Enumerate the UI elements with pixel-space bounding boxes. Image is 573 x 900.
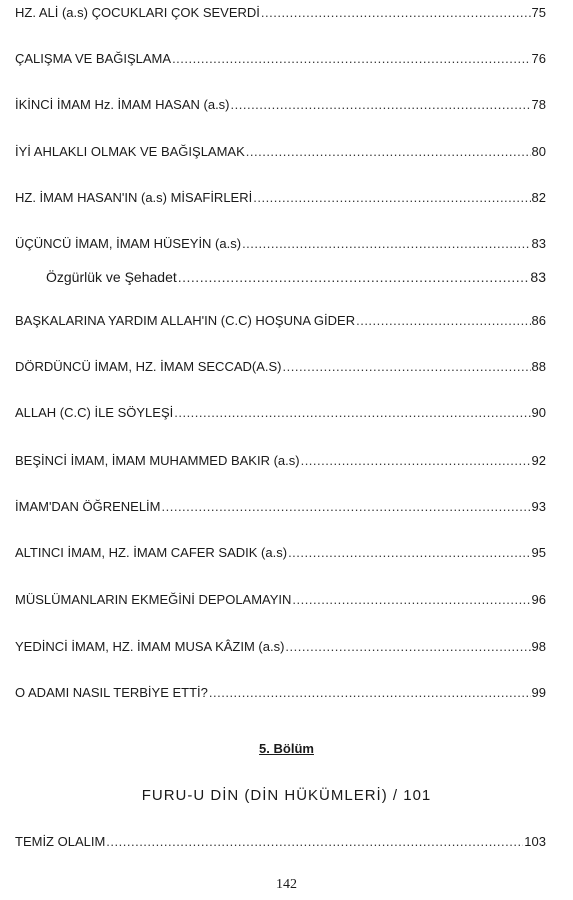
toc-entry <box>15 499 546 515</box>
toc-entry-title: TEMİZ OLALIM <box>15 834 106 849</box>
toc-entry-page: 103 <box>524 834 546 849</box>
toc-leader-dots <box>178 269 530 285</box>
toc-leader-dots <box>242 236 530 252</box>
toc-entry-page: 98 <box>531 639 546 654</box>
toc-entry-title: ÜÇÜNCÜ İMAM, İMAM HÜSEYİN (a.s) <box>15 236 242 251</box>
toc-entry <box>15 313 546 329</box>
toc-leader-dots <box>356 313 530 329</box>
toc-leader-dots <box>231 97 531 113</box>
toc-entry-page: 80 <box>531 144 546 159</box>
toc-leader-dots <box>209 685 531 701</box>
toc-entry-page: 95 <box>531 545 546 560</box>
toc-leader-dots <box>172 51 530 67</box>
toc-entry <box>15 359 546 375</box>
toc-entry <box>15 545 546 561</box>
toc-entry <box>15 51 546 67</box>
page-number: 142 <box>276 877 297 892</box>
toc-entry-title: BAŞKALARINA YARDIM ALLAH'IN (C.C) HOŞUNA GİDER <box>15 313 356 328</box>
toc-subentry <box>46 269 546 285</box>
toc-entry-page: 76 <box>531 51 546 66</box>
toc-entry <box>15 453 546 469</box>
toc-leader-dots <box>253 190 530 206</box>
toc-entry-title: Özgürlük ve Şehadet <box>46 269 177 285</box>
toc-entry-title: HZ. ALİ (a.s) ÇOCUKLARI ÇOK SEVERDİ <box>15 5 260 20</box>
toc-entry <box>15 97 546 113</box>
toc-entry-page: 93 <box>531 499 546 514</box>
toc-entry-title: İKİNCİ İMAM Hz. İMAM HASAN (a.s) <box>15 97 230 112</box>
toc-entry <box>15 144 546 160</box>
toc-entry-title: İYİ AHLAKLI OLMAK VE BAĞIŞLAMAK <box>15 144 245 159</box>
toc-entry-page: 83 <box>531 236 546 251</box>
toc-leader-dots <box>106 834 523 850</box>
toc-entry-page: 78 <box>531 97 546 112</box>
toc-entry <box>15 236 546 252</box>
toc-entry <box>15 592 546 608</box>
toc-entry-title: MÜSLÜMANLARIN EKMEĞİNİ DEPOLAMAYIN <box>15 592 292 607</box>
toc-leader-dots <box>292 592 530 608</box>
toc-entry <box>15 405 546 421</box>
toc-entry-title: ALTINCI İMAM, HZ. İMAM CAFER SADIK (a.s) <box>15 545 288 560</box>
toc-entry-page: 99 <box>531 685 546 700</box>
toc-entry-page: 90 <box>531 405 546 420</box>
toc-entry-page: 86 <box>531 313 546 328</box>
toc-entry-title: ALLAH (C.C) İLE SÖYLEŞİ <box>15 405 174 420</box>
toc-entry <box>15 639 546 655</box>
toc-entry-page: 96 <box>531 592 546 607</box>
toc-leader-dots <box>285 639 530 655</box>
toc-entry-title: İMAM'DAN ÖĞRENELİM <box>15 499 161 514</box>
toc-leader-dots <box>162 499 531 515</box>
toc-leader-dots <box>283 359 531 375</box>
toc-leader-dots <box>301 453 531 469</box>
toc-entry-page: 83 <box>530 269 546 285</box>
toc-entry <box>15 685 546 701</box>
section-heading: 5. Bölüm <box>259 741 314 756</box>
toc-entry-page: 88 <box>531 359 546 374</box>
section-title: FURU-U DİN (DİN HÜKÜMLERİ) / 101 <box>141 787 432 804</box>
toc-entry <box>15 834 546 850</box>
toc-leader-dots <box>174 405 530 421</box>
toc-leader-dots <box>288 545 530 561</box>
toc-entry-title: DÖRDÜNCÜ İMAM, HZ. İMAM SECCAD(A.S) <box>15 359 282 374</box>
toc-entry <box>15 190 546 206</box>
toc-leader-dots <box>246 144 531 160</box>
toc-entry-title: ÇALIŞMA VE BAĞIŞLAMA <box>15 51 172 66</box>
toc-leader-dots <box>261 5 531 21</box>
toc-entry-title: YEDİNCİ İMAM, HZ. İMAM MUSA KÂZIM (a.s) <box>15 639 285 654</box>
toc-entry-title: HZ. İMAM HASAN'IN (a.s) MİSAFİRLERİ <box>15 190 253 205</box>
toc-entry-page: 92 <box>531 453 546 468</box>
toc-entry <box>15 5 546 21</box>
toc-entry-page: 75 <box>531 5 546 20</box>
toc-entry-title: BEŞİNCİ İMAM, İMAM MUHAMMED BAKIR (a.s) <box>15 453 300 468</box>
toc-entry-page: 82 <box>531 190 546 205</box>
toc-entry-title: O ADAMI NASIL TERBİYE ETTİ? <box>15 685 208 700</box>
